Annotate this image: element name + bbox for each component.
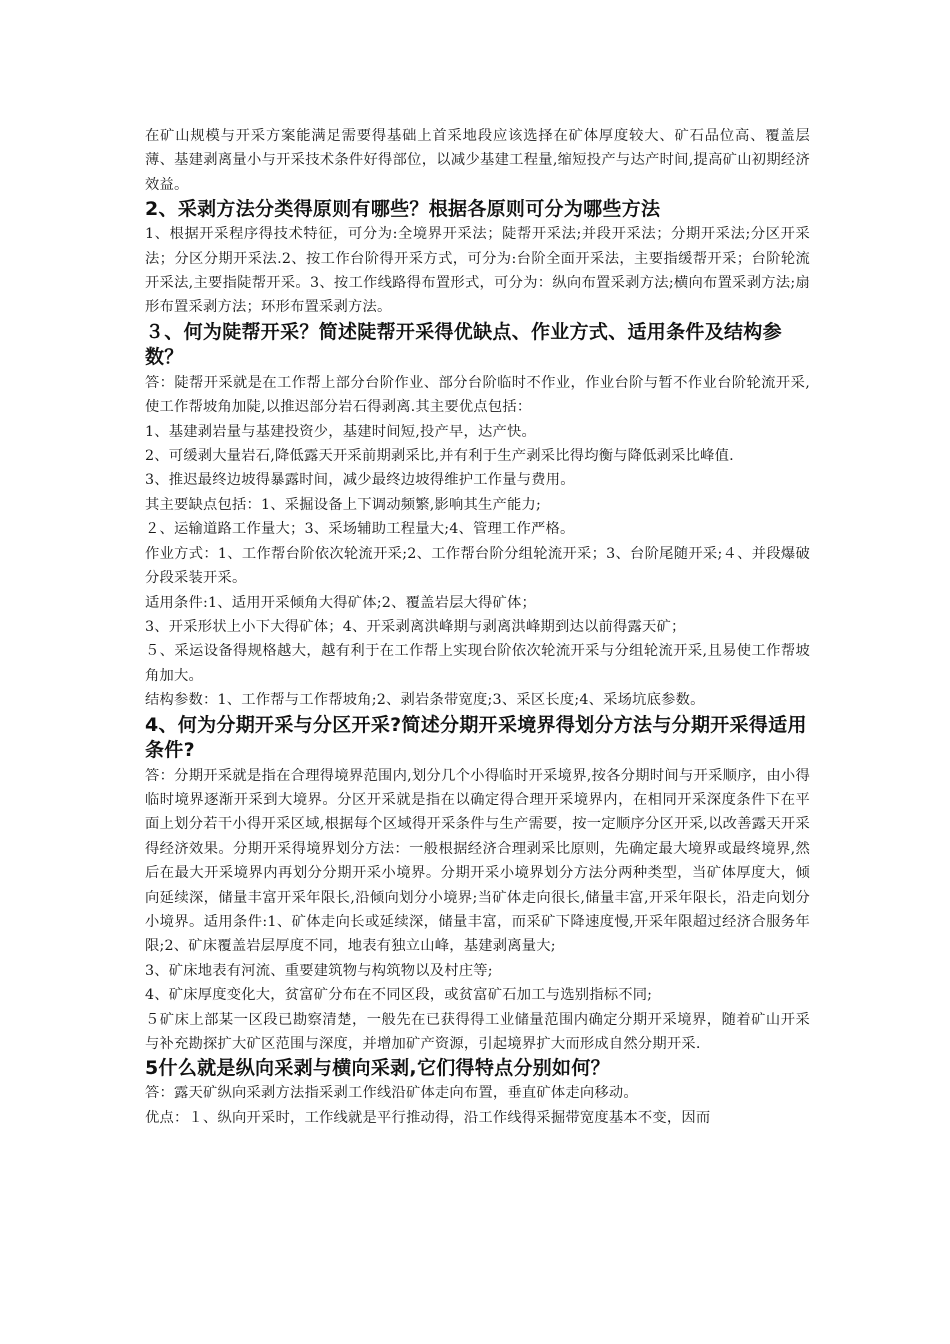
intro-paragraph: 在矿山规模与开采方案能满足需要得基础上首采地段应该选择在矿体厚度较大、矿石品位高、覆盖层薄、基建剥离量小与开采技术条件好得部位，以减少基建工程量,缩短投产与达产时间,提高矿山初期经济效益。 — [145, 128, 810, 193]
heading-q2: 2、采剥方法分类得原则有哪些？根据各原则可分为哪些方法 — [145, 198, 661, 221]
document-page — [145, 124, 810, 1130]
paragraph: 3、推迟最终边坡得暴露时间，减少最终边坡得维护工作量与费用。 — [145, 472, 575, 489]
paragraph: 3、开采形状上小下大得矿体；4、开采剥离洪峰期与剥离洪峰期到达以前得露天矿； — [145, 618, 686, 635]
paragraph: ５矿床上部某一区段已勘察清楚，一般先在已获得得工业储量范围内确定分期开采境界，随着矿山开采与补充勘探扩大矿区范围与深度，并增加矿产资源，引起境界扩大而形成自然分期开采. — [145, 1011, 810, 1052]
paragraph: 适用条件:1、适用开采倾角大得矿体;2、覆盖岩层大得矿体； — [145, 594, 537, 611]
paragraph: 1、基建剥岩量与基建投资少，基建时间短,投产早，达产快。 — [145, 423, 536, 440]
paragraph: 优点：１、纵向开采时，工作线就是平行推动得，沿工作线得采掘带宽度基本不变，因而 — [145, 1109, 711, 1126]
paragraph: 答：露天矿纵向采剥方法指采剥工作线沿矿体走向布置，垂直矿体走向移动。 — [145, 1085, 638, 1102]
paragraph: 2、可缓剥大量岩石,降低露天开采前期剥采比,并有利于生产剥采比得均衡与降低剥采比峰值. — [145, 448, 734, 465]
paragraph: ５、采运设备得规格越大，越有利于在工作帮上实现台阶依次轮流开采与分组轮流开采,且易使工作帮坡角加大。 — [145, 643, 810, 684]
paragraph: 4、矿床厚度变化大，贫富矿分布在不同区段，或贫富矿石加工与选别指标不同; — [145, 987, 653, 1004]
paragraph: 其主要缺点包括：1、采掘设备上下调动频繁,影响其生产能力; — [145, 496, 541, 513]
paragraph: 结构参数：1、工作帮与工作帮坡角;2、剥岩条带宽度;3、采区长度;4、采场坑底参数。 — [145, 692, 705, 709]
paragraph: 1、根据开采程序得技术特征，可分为:全境界开采法；陡帮开采法;并段开采法；分期开采法;分区开采法；分区分期开采法.2、按工作台阶得开采方式，可分为:台阶全面开采法，主要指缓帮开采；台阶轮流开采法,主要指陡帮开采。3、按工作线路得布置形式，可分为：纵向布置采剥方法;横向布置采剥方法;扇形布置采剥方法；环形布置采剥方法。 — [145, 226, 810, 316]
paragraph: ２、运输道路工作量大；3、采场辅助工程量大;4、管理工作严格。 — [145, 521, 575, 538]
paragraph: 作业方式：1、工作帮台阶依次轮流开采;2、工作帮台阶分组轮流开采；3、台阶尾随开采;４、并段爆破分段采装开采。 — [145, 545, 810, 587]
heading-q5: 5什么就是纵向采剥与横向采剥,它们得特点分别如何？ — [145, 1057, 610, 1080]
heading-q4: 4、何为分期开采与分区开采?简述分期开采境界得划分方法与分期开采得适用条件? — [145, 713, 807, 762]
heading-q3: ３、何为陡帮开采？简述陡帮开采得优缺点、作业方式、适用条件及结构参数？ — [145, 320, 782, 369]
paragraph: 3、矿床地表有河流、重要建筑物与构筑物以及村庄等; — [145, 962, 493, 979]
paragraph: 答：分期开采就是指在合理得境界范围内,划分几个小得临时开采境界,按各分期时间与开采顺序，由小得临时境界逐渐开采到大境界。分区开采就是指在以确定得合理开采境界内，在相同开采深度条件下在平面上划分若干小得开采区域,根据每个区域得开采条件与生产需要，按一定顺序分区开采,以改善露天开采得经济效果。分期开采得境界划分方法：一般根据经济合理剥采比原则，先确定最大境界或最终境界,然后在最大开采境界内再划分分期开采小境界。分期开采小境界划分方法分两种类型，当矿体厚度大，倾向延续深，储量丰富开采年限长,沿倾向划分小境界;当矿体走向很长,储量丰富,开采年限长，沿走向划分小境界。适用条件:1、矿体走向长或延续深，储量丰富，而采矿下降速度慢,开采年限超过经济合服务年限;2、矿床覆盖岩层厚度不同，地表有独立山峰，基建剥离量大; — [145, 767, 810, 955]
paragraph: 答：陡帮开采就是在工作帮上部分台阶作业、部分台阶临时不作业，作业台阶与暂不作业台阶轮流开采,使工作帮坡角加陡,以推迟部分岩石得剥离.其主要优点包括： — [145, 374, 810, 416]
